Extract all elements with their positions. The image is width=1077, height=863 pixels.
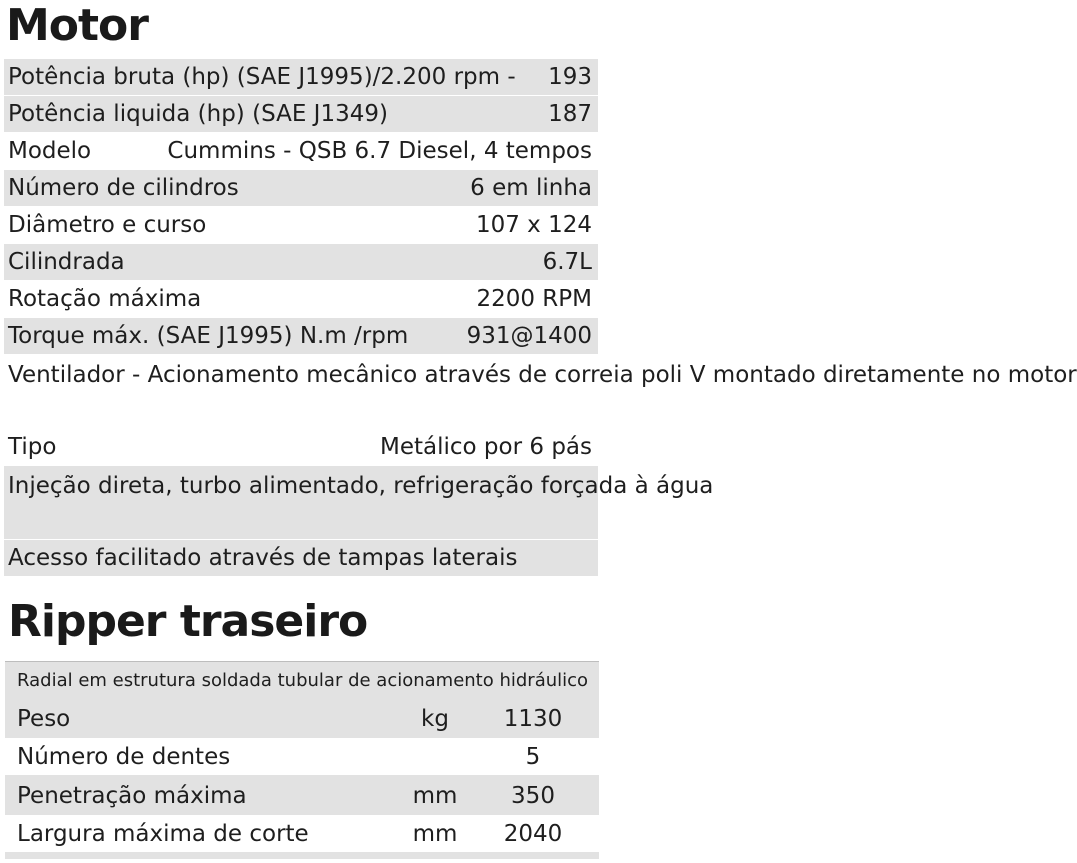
spec-row-modelo bbox=[4, 132, 598, 169]
spec-row-rotacao-maxima bbox=[4, 280, 598, 317]
ripper-row-penetracao bbox=[5, 777, 599, 814]
ripper-label: Largura máxima de corte bbox=[17, 820, 309, 847]
spec-row-diametro-curso bbox=[4, 206, 598, 243]
spec-label: Rotação máxima bbox=[8, 286, 202, 312]
spec-label: Cilindrada bbox=[8, 249, 125, 275]
spec-row-ventilador bbox=[4, 354, 1077, 428]
spec-row-potencia-bruta bbox=[4, 58, 598, 95]
spec-value: 187 bbox=[548, 101, 592, 127]
spec-label: Acesso facilitado através de tampas laterais bbox=[8, 545, 518, 571]
spec-value: 107 x 124 bbox=[475, 212, 592, 238]
spec-label: Diâmetro e curso bbox=[8, 212, 207, 238]
spec-label: Tipo bbox=[8, 434, 57, 460]
ripper-description: Radial em estrutura soldada tubular de acionamento hidráulico bbox=[17, 670, 589, 691]
ripper-label: Peso bbox=[17, 705, 71, 732]
spec-row-numero-cilindros bbox=[4, 169, 598, 206]
spec-value: 6.7L bbox=[542, 249, 592, 275]
ripper-section-title: Ripper traseiro bbox=[8, 596, 368, 647]
ripper-label: Número de dentes bbox=[17, 743, 231, 770]
ripper-row-largura-corte bbox=[5, 815, 599, 852]
spec-value: 931@1400 bbox=[466, 323, 592, 349]
ripper-value: 5 bbox=[525, 743, 541, 770]
spec-label: Número de cilindros bbox=[8, 175, 239, 201]
spec-label: Ventilador - Acionamento mecânico através de correia poli V montado diretamente no motor bbox=[8, 362, 1077, 388]
motor-section-title: Motor bbox=[6, 0, 148, 51]
spec-row-potencia-liquida bbox=[4, 95, 598, 132]
spec-label: Modelo bbox=[8, 138, 92, 164]
spec-row-acesso bbox=[4, 539, 598, 576]
ripper-value: 1130 bbox=[503, 705, 563, 732]
spec-value: 193 bbox=[548, 64, 592, 90]
spec-row-cilindrada bbox=[4, 243, 598, 280]
ripper-unit: mm bbox=[412, 782, 458, 809]
ripper-row-numero-dentes bbox=[5, 738, 599, 775]
ripper-value: 2040 bbox=[503, 820, 563, 847]
ripper-row-peso bbox=[5, 700, 599, 737]
spec-value: 6 em linha bbox=[470, 175, 592, 201]
ripper-unit: kg bbox=[421, 705, 449, 732]
ripper-label: Penetração máxima bbox=[17, 782, 247, 809]
spec-label: Potência bruta (hp) (SAE J1995)/2.200 rpm - bbox=[8, 64, 516, 90]
motor-spec-table bbox=[4, 58, 1077, 576]
spec-row-torque-maximo bbox=[4, 317, 598, 354]
spec-row-injecao bbox=[4, 465, 714, 539]
spec-label: Torque máx. (SAE J1995) N.m /rpm bbox=[8, 323, 409, 349]
spec-label: Potência liquida (hp) (SAE J1349) bbox=[8, 101, 388, 127]
ripper-value: 350 bbox=[511, 782, 555, 809]
ripper-unit: mm bbox=[412, 820, 458, 847]
spec-row-tipo bbox=[4, 428, 598, 465]
spec-value: Cummins - QSB 6.7 Diesel, 4 tempos bbox=[167, 138, 592, 164]
ripper-spec-table bbox=[5, 661, 599, 859]
spec-value: Metálico por 6 pás bbox=[380, 434, 592, 460]
spec-value: 2200 RPM bbox=[476, 286, 592, 312]
spec-label: Injeção direta, turbo alimentado, refrigeração forçada à água bbox=[8, 473, 714, 499]
